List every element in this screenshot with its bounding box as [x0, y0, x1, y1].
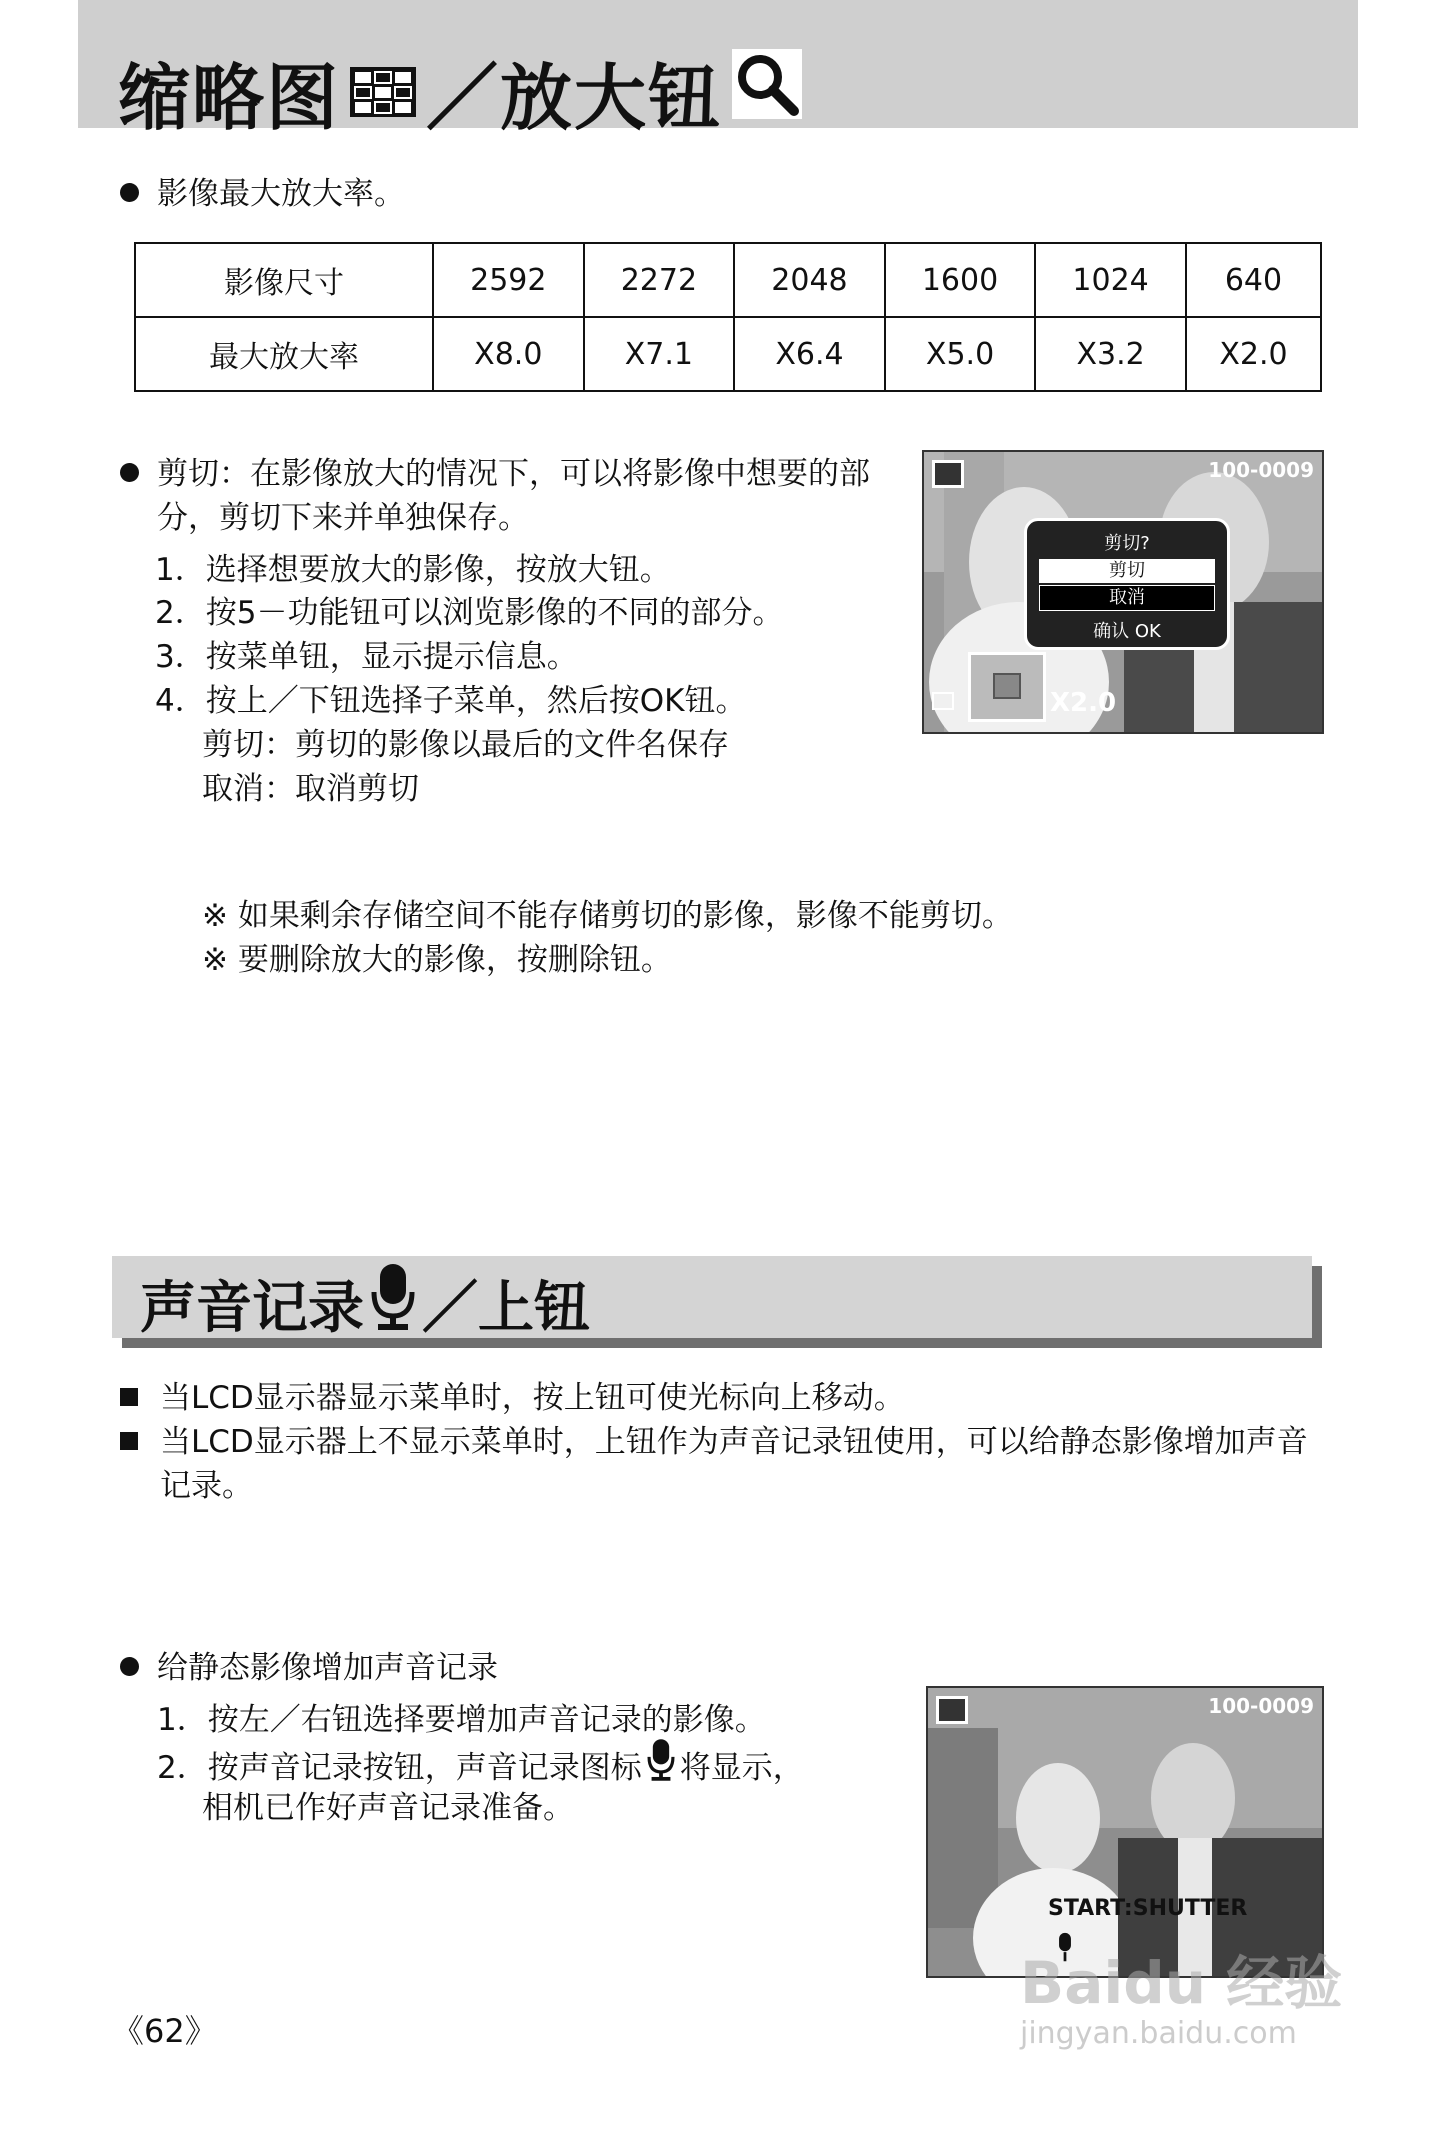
trim-lead: 剪切：在影像放大的情况下，可以将影像中想要的部	[120, 448, 870, 493]
couple-photo	[928, 1688, 1322, 1976]
voice-step-2-cont: 相机已作好声音记录准备。	[202, 1790, 574, 1826]
table-cell: X8.0	[433, 317, 584, 391]
voice-step-1: 1．按左／右钮选择要增加声音记录的影像。	[157, 1702, 766, 1738]
playback-icon	[932, 460, 964, 488]
bullet-dot	[120, 183, 139, 202]
zoom-rate-table	[134, 242, 1322, 392]
trim-dialog	[1024, 518, 1230, 650]
table-cell: 1600	[885, 243, 1036, 317]
table-cell: 1024	[1035, 243, 1186, 317]
zoom-navigator	[968, 652, 1046, 722]
dialog-title: 剪切?	[1104, 533, 1150, 554]
lcd-voice-screenshot	[926, 1686, 1324, 1978]
magnifier-icon	[732, 49, 802, 136]
lcd-trim-screenshot	[922, 450, 1324, 734]
table-cell: 640	[1186, 243, 1321, 317]
confirm-hint: 确认 OK	[1093, 621, 1161, 642]
trim-step-2: 2．按5－功能钮可以浏览影像的不同的部分。	[155, 595, 784, 631]
voice-bullet-2: 当LCD显示器上不显示菜单时，上钮作为声音记录钮使用，可以给静态影像增加声音	[120, 1416, 1308, 1461]
voice-lead: 给静态影像增加声音记录	[120, 1642, 498, 1687]
option-cancel[interactable]: 取消	[1039, 585, 1215, 611]
trim-sub-2: 取消：取消剪切	[202, 771, 419, 807]
table-cell: 2272	[584, 243, 735, 317]
trim-lead-cont: 分，剪切下来并单独保存。	[157, 500, 529, 536]
trim-step-1: 1．选择想要放大的影像，按放大钮。	[155, 552, 671, 588]
table-cell: X6.4	[734, 317, 885, 391]
section-title-voice: 声音记录 ／上钮	[140, 1262, 590, 1346]
page-title	[118, 40, 812, 144]
watermark-logo: Baidu 经验	[1020, 1949, 1343, 2017]
watermark-url: jingyan.baidu.com	[1020, 2016, 1297, 2051]
table-cell: X5.0	[885, 317, 1036, 391]
note-2: ※ 要删除放大的影像，按删除钮。	[202, 942, 672, 978]
bullet-dot	[120, 463, 139, 482]
trim-sub-1: 剪切：剪切的影像以最后的文件名保存	[202, 727, 729, 763]
playback-icon	[936, 1696, 968, 1724]
page-title-part-b: ／放大钮	[426, 56, 723, 140]
table-cell: X2.0	[1186, 317, 1321, 391]
zoom-intro: 影像最大放大率。	[120, 168, 405, 213]
voice-bullet-1: 当LCD显示器显示菜单时，按上钮可使光标向上移动。	[120, 1372, 905, 1417]
table-row	[135, 317, 1321, 391]
trim-icon	[932, 692, 954, 710]
voice-memo-icon	[646, 1738, 676, 1790]
bullet-square	[120, 1432, 138, 1450]
start-shutter-prompt: START:SHUTTER	[1048, 1896, 1248, 1921]
thumbnail-icon	[350, 50, 416, 134]
table-header-rate: 最大放大率	[135, 317, 433, 391]
bullet-square	[120, 1388, 138, 1406]
option-trim[interactable]: 剪切	[1039, 559, 1215, 583]
voice-bullet-2-cont: 记录。	[160, 1468, 253, 1504]
table-header-size: 影像尺寸	[135, 243, 433, 317]
file-number: 100-0009	[1208, 1694, 1314, 1718]
page-number: 《62》	[112, 2012, 217, 2050]
table-cell: X3.2	[1035, 317, 1186, 391]
table-row	[135, 243, 1321, 317]
trim-step-4: 4．按上／下钮选择子菜单，然后按OK钮。	[155, 683, 747, 719]
voice-step-2: 2．按声音记录按钮，声音记录图标 将显示，	[157, 1738, 804, 1790]
file-number: 100-0009	[1208, 458, 1314, 482]
table-cell: 2048	[734, 243, 885, 317]
bullet-dot	[120, 1657, 139, 1676]
zoom-level: X2.0	[1050, 688, 1117, 718]
page-title-part-a: 缩略图	[118, 56, 341, 140]
table-cell: X7.1	[584, 317, 735, 391]
microphone-icon	[370, 1262, 416, 1346]
trim-step-3: 3．按菜单钮，显示提示信息。	[155, 639, 578, 675]
note-1: ※ 如果剩余存储空间不能存储剪切的影像，影像不能剪切。	[202, 898, 1013, 934]
table-cell: 2592	[433, 243, 584, 317]
